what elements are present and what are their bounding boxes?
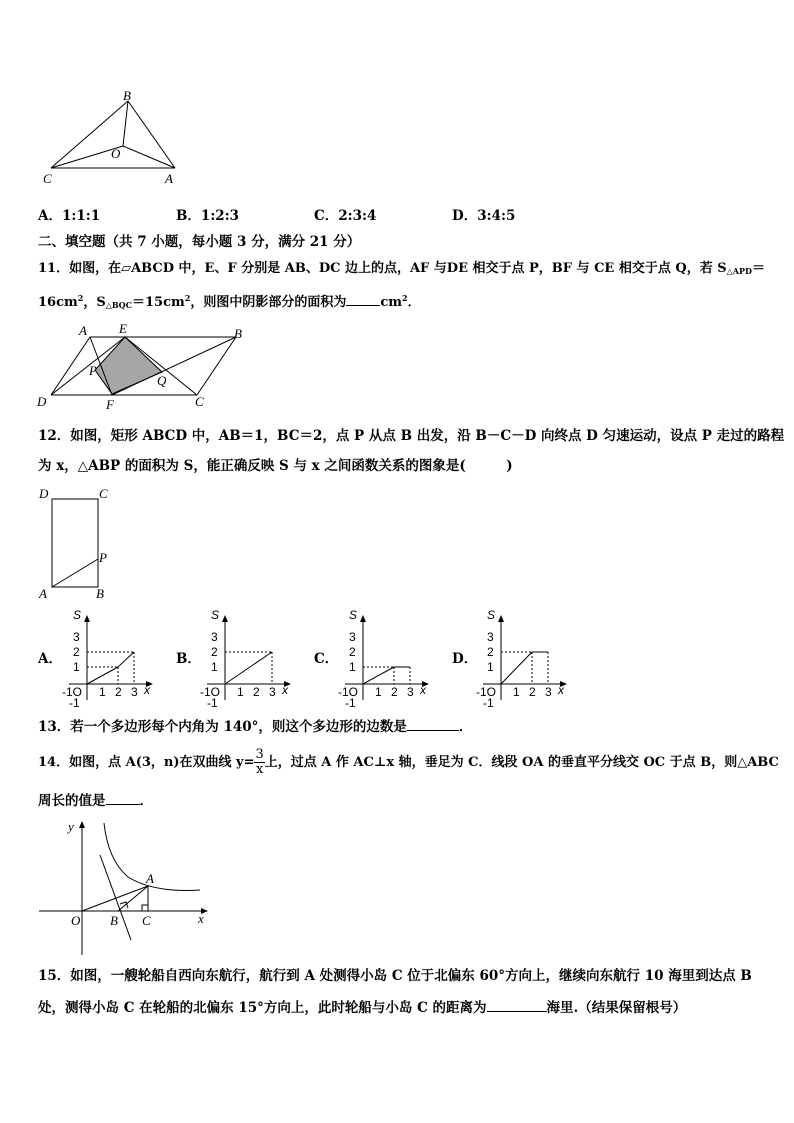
label-a: A [79,323,87,338]
tick-y3: 3 [349,630,356,644]
axis-s: S [211,608,220,622]
label-b: B [123,88,131,103]
tick-o: -1O [200,685,221,699]
q15-line2: 处，测得小岛 C 在轮船的北偏东 15°方向上，此时轮船与小岛 C 的距离为 海里.（结果保留根号） [38,997,686,1018]
axis-x: x [144,683,150,697]
axis-s: S [73,608,82,622]
tick-o: -1O [476,685,497,699]
q11-line2: $16cm^2$，$S_{\triangle BQC}=15cm^2$，则图中阴影部分的面积为 $cm^2$． [38,293,421,310]
label-f: F [106,397,114,412]
tick-neg: -1 [483,696,494,708]
axis-x: x [558,683,564,697]
label-o: O [71,913,81,928]
tick-neg: -1 [345,696,356,708]
q10-option-b[interactable] [176,206,239,226]
axis-s: S [487,608,496,622]
label-o: O [111,146,121,161]
tick-o: -1O [62,685,83,699]
q10-option-a[interactable] [38,206,100,226]
tick-x2: 2 [253,685,260,699]
tick-y2: 2 [349,645,356,659]
label-d: D [37,394,47,409]
q10-option-c[interactable] [314,206,376,226]
tick-y3: 3 [211,630,218,644]
option-text: 2:3:4 [338,208,377,224]
label-c: C [142,913,151,928]
q12-line1: 12．如图，矩形 ABCD 中，AB＝1，BC＝2，点 P 从点 B 出发，沿 B－C－D 向终点 D 匀速运动，设点 P 走过的路程 [38,428,785,444]
option-letter: B． [176,208,201,224]
tick-x2: 2 [529,685,536,699]
option-letter: D． [452,208,478,224]
q10-option-d[interactable] [452,206,515,226]
q12-option-c[interactable]: C． [314,651,339,667]
tick-neg: -1 [69,696,80,708]
label-p: P [99,550,107,565]
label-b: B [110,913,118,928]
tick-x3: 3 [407,685,414,699]
label-b: B [234,326,242,341]
label-d: D [39,486,49,501]
label-p: P [89,363,97,378]
q10-triangle-figure [38,86,188,190]
label-a: A [146,871,154,886]
tick-x3: 3 [545,685,552,699]
tick-y1: 1 [73,660,80,674]
tick-x2: 2 [391,685,398,699]
tick-y1: 1 [211,660,218,674]
q12-rectangle-figure [36,484,116,600]
option-text: 3:4:5 [477,208,516,224]
label-c: C [43,171,52,186]
tick-y3: 3 [487,630,494,644]
q12-option-b[interactable]: B． [176,651,201,667]
answer-blank[interactable] [106,790,140,805]
answer-blank[interactable] [407,716,459,731]
answer-blank[interactable] [346,291,380,306]
tick-x3: 3 [131,685,138,699]
label-y: y [68,819,74,834]
tick-x2: 2 [115,685,122,699]
option-text: 1:1:1 [61,208,101,224]
q12-graph-a [58,606,162,708]
q14-hyperbola-figure [36,815,216,960]
tick-x1: 1 [99,685,106,699]
label-x: x [198,911,204,926]
tick-y2: 2 [487,645,494,659]
label-q: Q [157,373,167,388]
tick-y2: 2 [211,645,218,659]
fraction-3-over-x: $\frac{3}{x}$ [255,747,264,777]
q15-line1: 15．如图，一艘轮船自西向东航行，航行到 A 处测得小岛 C 位于北偏东 60°方向上，继续向东航行 10 海里到达点 B [38,968,752,984]
tick-x1: 1 [237,685,244,699]
q14-line1: 14．如图，点 A(3，n)在双曲线 y= $\frac{3}{x}$ 上，过点 A 作 AC⊥x 轴，垂足为 C．线段 OA 的垂直平分线交 OC 于点 B，则△ABC [38,747,779,777]
tick-x1: 1 [375,685,382,699]
option-text: 1:2:3 [200,208,240,224]
q12-option-a[interactable]: A． [38,651,62,667]
section-title: 二、填空题（共 7 小题，每小题 3 分，满分 21 分） [38,234,361,250]
axis-x: x [282,683,288,697]
tick-y3: 3 [73,630,80,644]
q12-graph-c [334,606,438,708]
q12-graph-d [472,606,576,708]
q12-line2: 为 x，△ABP 的面积为 S，能正确反映 S 与 x 之间函数关系的图象是( ) [38,458,513,474]
tick-o: -1O [338,685,359,699]
tick-y1: 1 [487,660,494,674]
tick-y2: 2 [73,645,80,659]
answer-blank[interactable] [487,997,547,1012]
label-e: E [119,321,127,336]
label-b: B [96,586,104,600]
axis-x: x [420,683,426,697]
axis-s: S [349,608,358,622]
tick-y1: 1 [349,660,356,674]
q12-graph-b [196,606,300,708]
q14-line2: 周长的值是 ． [38,790,153,811]
label-a: A [165,171,173,186]
option-letter: A． [38,208,62,224]
label-a: A [39,586,47,600]
q13-line: 13．若一个多边形每个内角为 140°，则这个多边形的边数是 ． [38,716,472,737]
tick-x1: 1 [513,685,520,699]
q11-parallelogram-figure [32,320,252,412]
option-letter: C． [314,208,339,224]
q12-option-d[interactable]: D． [452,651,478,667]
shaded-region [95,337,162,394]
label-c: C [195,394,204,409]
q11-line1: 11．如图，在▱ABCD 中，E、F 分别是 AB、DC 边上的点，AF 与DE 相交于点 P，BF 与 CE 相交于点 Q，若 $S_{\triangle APD}=$ [38,261,765,276]
tick-neg: -1 [207,696,218,708]
label-c: C [99,486,108,501]
tick-x3: 3 [269,685,276,699]
